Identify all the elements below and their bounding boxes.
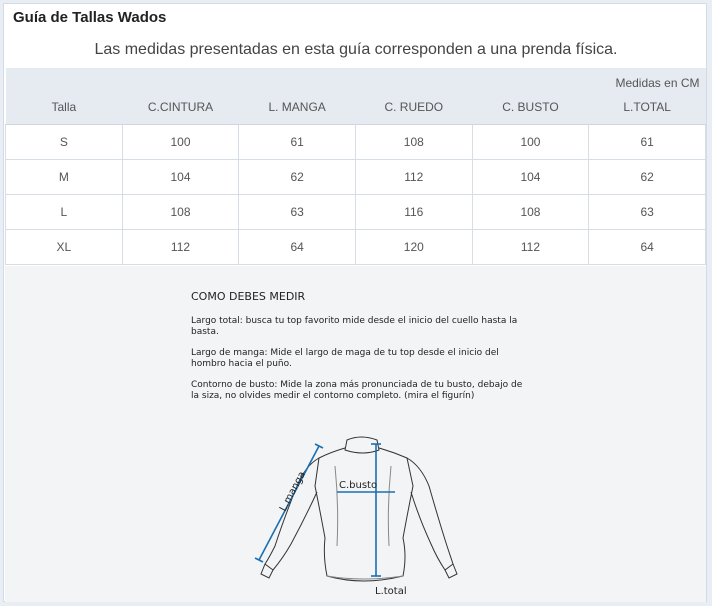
table-cell: 112 bbox=[122, 230, 239, 265]
table-cell: 112 bbox=[355, 160, 472, 195]
table-row bbox=[6, 230, 706, 265]
table-cell: 100 bbox=[472, 125, 589, 160]
table-cell: XL bbox=[6, 230, 123, 265]
measurement-guide bbox=[5, 266, 706, 602]
table-row bbox=[6, 125, 706, 160]
table-cell: 104 bbox=[472, 160, 589, 195]
header-busto: C. BUSTO bbox=[472, 90, 589, 125]
table-cell: 63 bbox=[589, 195, 706, 230]
measurement-lines bbox=[255, 444, 395, 576]
header-ruedo: C. RUEDO bbox=[355, 90, 472, 125]
table-cell: 108 bbox=[355, 125, 472, 160]
table-cell: 63 bbox=[239, 195, 356, 230]
page-title: Guía de Tallas Wados bbox=[13, 9, 167, 26]
table-cell: 108 bbox=[122, 195, 239, 230]
instruction-total-length: Largo total: busca tu top favorito mide desde el inicio del cuello hasta la basta. bbox=[191, 316, 518, 337]
table-cell: 120 bbox=[355, 230, 472, 265]
garment-figure-illustration bbox=[235, 426, 485, 602]
table-cell: 112 bbox=[472, 230, 589, 265]
size-table bbox=[5, 68, 706, 265]
table-cell: M bbox=[6, 160, 123, 195]
instruction-bust: Contorno de busto: Mide la zona más pronunciada de tu busto, debajo de la siza, no olvides medir el contorno completo. (mira el figurín) bbox=[191, 380, 523, 401]
header-row bbox=[6, 90, 706, 125]
table-row bbox=[6, 160, 706, 195]
table-cell: 62 bbox=[239, 160, 356, 195]
header-talla: Talla bbox=[6, 90, 123, 125]
table-cell: S bbox=[6, 125, 123, 160]
table-cell: 100 bbox=[122, 125, 239, 160]
page-subtitle: Las medidas presentadas en esta guía corresponden a una prenda física. bbox=[94, 41, 618, 58]
units-label: Medidas en CM bbox=[6, 68, 706, 90]
units-row bbox=[6, 68, 706, 90]
bust-label: C.busto bbox=[339, 480, 378, 491]
table-cell: 104 bbox=[122, 160, 239, 195]
table-cell: 61 bbox=[589, 125, 706, 160]
total-label: L.total bbox=[375, 586, 407, 597]
table-row bbox=[6, 195, 706, 230]
sleeve-label: L.manga bbox=[277, 469, 309, 514]
table-cell: 64 bbox=[589, 230, 706, 265]
table-cell: 116 bbox=[355, 195, 472, 230]
header-manga: L. MANGA bbox=[239, 90, 356, 125]
how-to-measure bbox=[191, 290, 531, 412]
table-cell: 62 bbox=[589, 160, 706, 195]
how-to-heading: COMO DEBES MEDIR bbox=[191, 290, 306, 303]
table-cell: 64 bbox=[239, 230, 356, 265]
table-cell: 61 bbox=[239, 125, 356, 160]
instruction-sleeve-length: Largo de manga: Mide el largo de maga de tu top desde el inicio del hombro hacia el puño. bbox=[191, 348, 499, 369]
top-sketch bbox=[261, 437, 457, 581]
header-total: L.TOTAL bbox=[589, 90, 706, 125]
header-cintura: C.CINTURA bbox=[122, 90, 239, 125]
table-cell: L bbox=[6, 195, 123, 230]
table-cell: 108 bbox=[472, 195, 589, 230]
size-guide-panel bbox=[3, 3, 707, 602]
